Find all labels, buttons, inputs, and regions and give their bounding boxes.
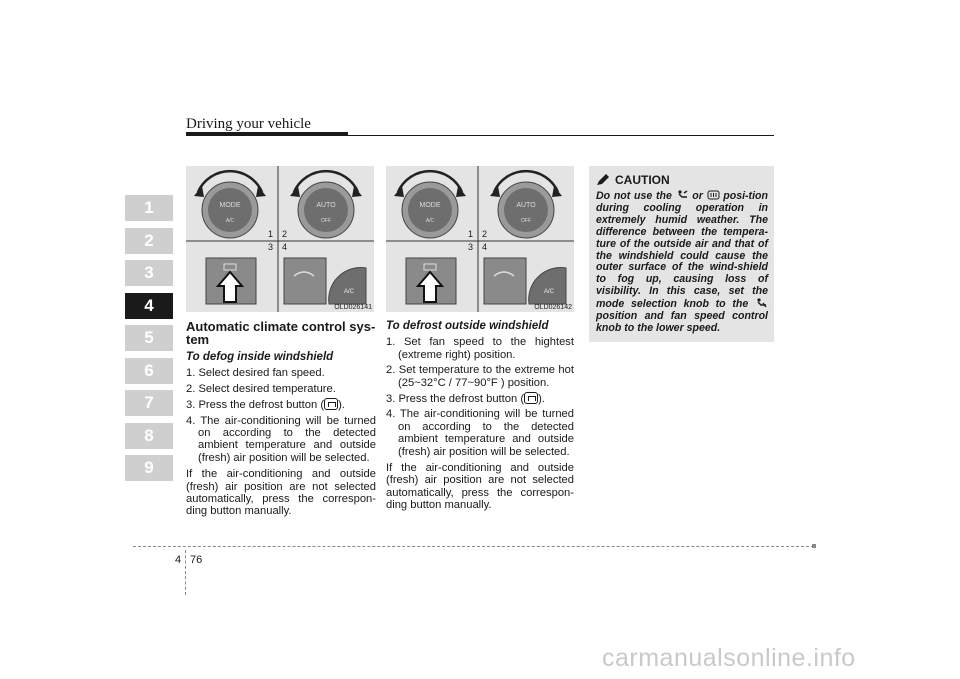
- chapter-tab-3[interactable]: 3: [125, 260, 173, 286]
- auto-knob: [504, 188, 548, 232]
- footer-divider: [185, 550, 186, 595]
- chapter-tab-2[interactable]: 2: [125, 228, 173, 254]
- footer-rule-end: [812, 544, 816, 548]
- defrost-icon: [524, 392, 538, 404]
- quadrant-number-4: 4: [482, 242, 488, 252]
- defrost-step-2: 2. Set temperature to the extreme hot (25~32°C / 77~90°F ) position.: [386, 364, 574, 389]
- defog-note: If the air-conditioning and outside (fresh) air position are not selected automatically, press the correspon-ding button manually.: [186, 468, 376, 518]
- chapter-tab-8[interactable]: 8: [125, 423, 173, 449]
- ac-button: [329, 268, 366, 304]
- figure-caption: OLD026141: [334, 304, 372, 311]
- auto-knob: [304, 188, 348, 232]
- quadrant-number-4: 4: [282, 242, 288, 252]
- caution-text-2: or: [692, 190, 703, 202]
- footer-chapter-number: 4: [175, 554, 182, 566]
- recirculation-button: [284, 258, 326, 304]
- chapter-tabs: [125, 195, 173, 488]
- quadrant-number-3: 3: [468, 242, 474, 252]
- knob-auto-label: AUTO: [516, 202, 536, 209]
- section-title: Automatic climate control sys-tem: [186, 319, 376, 347]
- knob-auto-label: AUTO: [316, 202, 336, 209]
- floor-defrost-mode-icon: [676, 190, 689, 200]
- mode-knob: [408, 188, 452, 232]
- figure-caption: OLD026142: [534, 304, 572, 311]
- footer-page-number: 76: [190, 554, 203, 566]
- knob-mode-label: MODE: [219, 202, 241, 209]
- defrost-icon: [324, 398, 338, 410]
- ac-button-label: A/C: [544, 289, 555, 295]
- running-header: Driving your vehicle: [186, 116, 311, 132]
- knob-off-label: OFF: [321, 218, 331, 224]
- section-subtitle-defog: To defog inside windshield: [186, 351, 334, 363]
- section-subtitle-defrost: To defrost outside windshield: [386, 320, 549, 332]
- defrost-note: If the air-conditioning and outside (fresh) air position are not selected automatically, press the correspon-ding button manually.: [386, 462, 574, 512]
- defrost-step-3: [386, 392, 574, 405]
- chapter-tab-9[interactable]: 9: [125, 455, 173, 481]
- quadrant-number-2: 2: [482, 229, 488, 239]
- quadrant-number-1: 1: [268, 229, 274, 239]
- caution-title: CAUTION: [615, 173, 670, 187]
- defog-step-4: 4. The air-conditioning will be turned on according to the detected ambient temperature and outside (fresh) air position will be selected.: [186, 414, 376, 464]
- defrost-step-4: 4. The air-conditioning will be turned on according to the detected ambient temperature and outside (fresh) air position will be selected.: [386, 408, 574, 458]
- ac-button-label: A/C: [344, 289, 355, 295]
- quadrant-number-3: 3: [268, 242, 274, 252]
- defog-step-3-end: ).: [338, 399, 345, 412]
- floor-mode-icon: [755, 298, 768, 308]
- column-defog: [186, 320, 376, 518]
- caution-text-3: posi-tion during cooling operation in extremely humid weather. The difference between the tempera-ture of the outside air and that of the windshield could cause the outer surface of the wind-shield to fog up, causing loss of visibility. In this case, set the mode selection knob to the: [596, 190, 768, 311]
- defrost-icon: [707, 190, 720, 200]
- recirculation-button: [484, 258, 526, 304]
- chapter-tab-4[interactable]: 4: [125, 293, 173, 319]
- ac-button: [529, 268, 566, 304]
- defog-step-2: 2. Select desired temperature.: [186, 382, 336, 395]
- watermark: carmanualsonline.info: [602, 644, 856, 672]
- caution-text: [596, 190, 768, 335]
- chapter-tab-6[interactable]: 6: [125, 358, 173, 384]
- caution-pencil-icon: [596, 174, 610, 186]
- caution-header: [596, 173, 768, 187]
- caution-text-4: position and fan speed control knob to the lower speed.: [596, 310, 768, 334]
- chapter-tab-1[interactable]: 1: [125, 195, 173, 221]
- quadrant-number-2: 2: [282, 229, 288, 239]
- knob-off-label: OFF: [521, 218, 531, 224]
- defrost-step-3-text: 3. Press the defrost button (: [386, 393, 525, 406]
- figure-defog-controls: [186, 166, 374, 312]
- figure-defrost-controls: [386, 166, 574, 312]
- knob-ac-label: A/C: [225, 218, 235, 224]
- header-rule: [186, 135, 774, 136]
- chapter-tab-7[interactable]: 7: [125, 390, 173, 416]
- chapter-tab-5[interactable]: 5: [125, 325, 173, 351]
- knob-mode-label: MODE: [419, 202, 441, 209]
- caution-text-1: Do not use the: [596, 190, 672, 202]
- footer-rule: [133, 546, 814, 547]
- quadrant-number-1: 1: [468, 229, 474, 239]
- defog-step-3: [186, 398, 376, 411]
- column-defrost: [386, 320, 574, 512]
- caution-box: [589, 166, 774, 342]
- defog-step-1: 1. Select desired fan speed.: [186, 367, 325, 380]
- mode-knob: [208, 188, 252, 232]
- defrost-step-1: 1. Set fan speed to the hightest (extreme right) position.: [386, 336, 574, 361]
- defog-step-3-text: 3. Press the defrost button (: [186, 399, 325, 412]
- defrost-step-3-end: ).: [538, 393, 545, 406]
- knob-ac-label: A/C: [425, 218, 435, 224]
